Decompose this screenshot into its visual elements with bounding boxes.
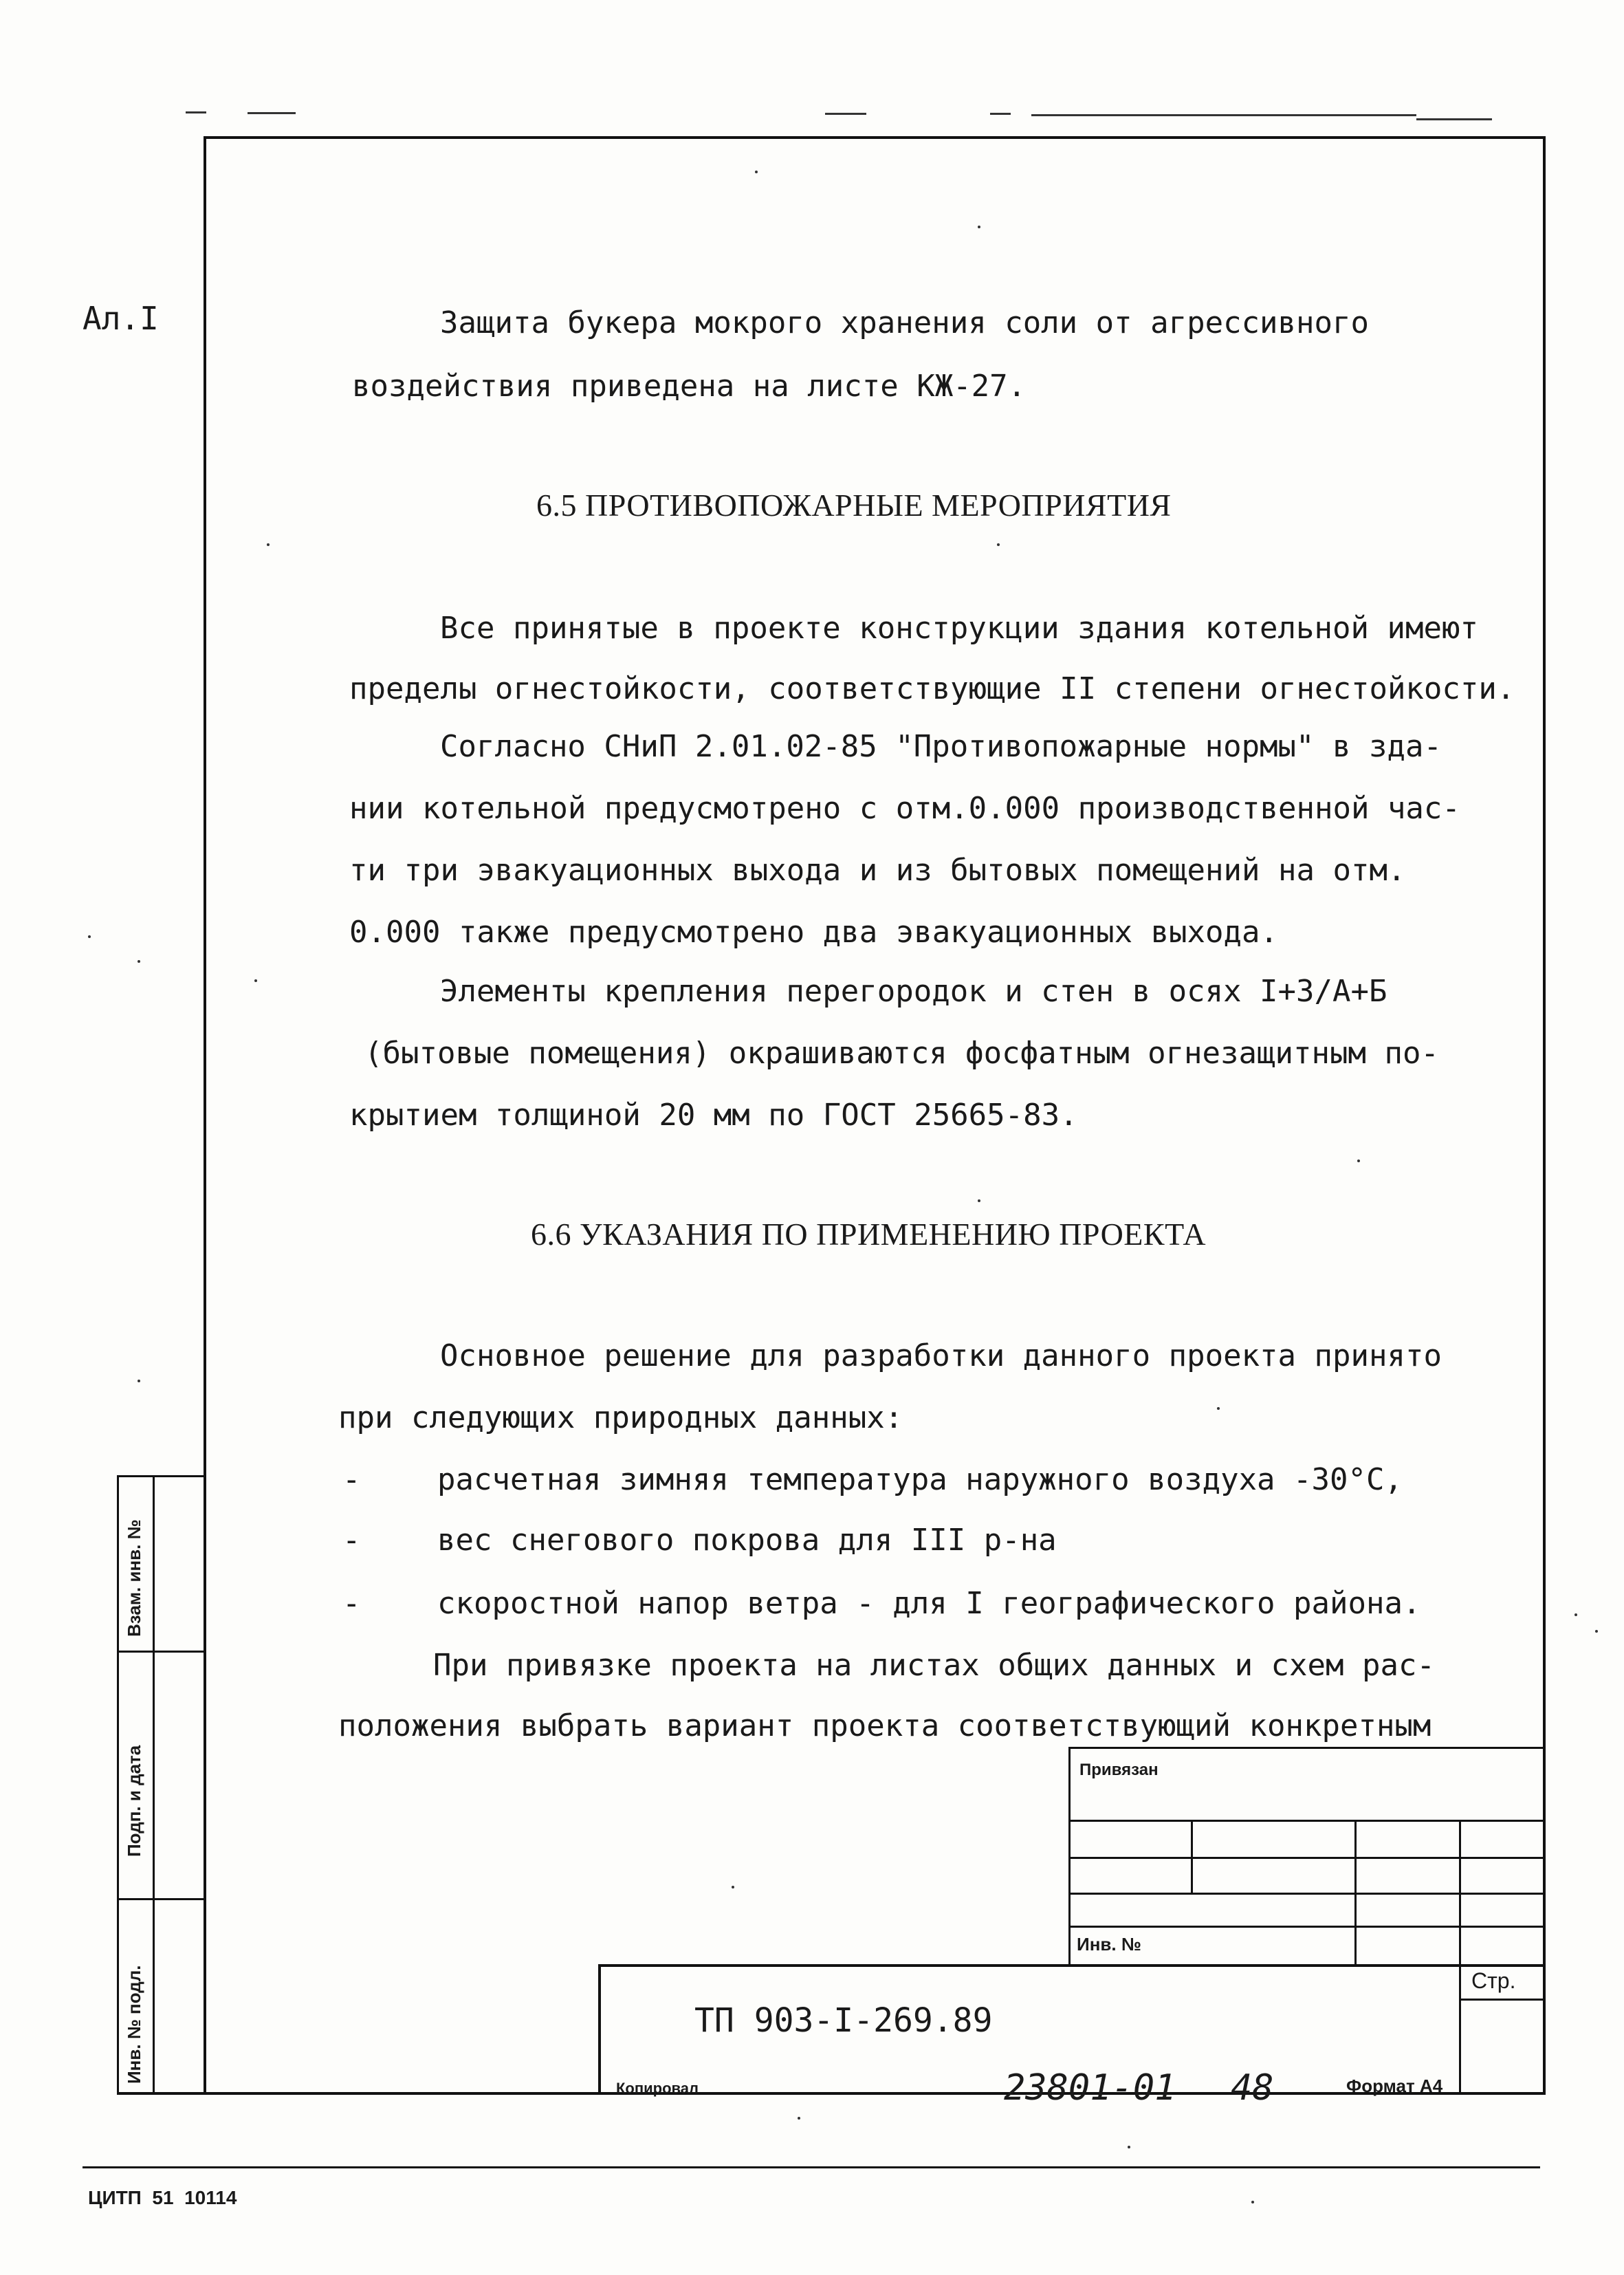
- paragraph-line: Элементы крепления перегородок и стен в осях I+3/А+Б: [440, 974, 1387, 1009]
- scan-artifact: [248, 112, 296, 114]
- scan-speck: [88, 935, 91, 938]
- title-block-page-col: [1459, 1964, 1461, 2095]
- paragraph-line: Согласно СНиП 2.01.02-85 "Противопожарные нормы" в зда-: [440, 729, 1442, 764]
- scan-speck: [732, 1886, 734, 1888]
- scan-artifact: [990, 113, 1011, 115]
- scan-speck: [1357, 1160, 1360, 1162]
- paragraph-line: Основное решение для разработки данного проекта принято: [440, 1338, 1442, 1373]
- paragraph-line: При привязке проекта на листах общих данных и схем рас-: [433, 1648, 1435, 1683]
- stamp-row-line: [1068, 1820, 1544, 1822]
- frame-bottom: [117, 2092, 1546, 2095]
- bullet-item: скоростной напор ветра - для I географического района.: [437, 1586, 1421, 1621]
- strip-left-line: [117, 1475, 119, 2094]
- scan-artifact: [1031, 114, 1416, 116]
- strip-divider: [117, 1651, 205, 1653]
- frame-left: [204, 136, 206, 2095]
- kopiroval-label: Копировал: [616, 2080, 699, 2097]
- stamp-row-line: [1068, 1893, 1544, 1895]
- scan-speck: [138, 960, 140, 963]
- stamp-inv-no-label: Инв. №: [1077, 1934, 1141, 1955]
- stamp-col-line: [1459, 1820, 1461, 1966]
- bottom-rule: [83, 2166, 1540, 2168]
- handwritten-sheet: 48: [1231, 2067, 1274, 2109]
- section-heading-6-5: 6.5 ПРОТИВОПОЖАРНЫЕ МЕРОПРИЯТИЯ: [536, 488, 1172, 523]
- section-heading-6-6: 6.6 УКАЗАНИЯ ПО ПРИМЕНЕНИЮ ПРОЕКТА: [531, 1217, 1207, 1252]
- stamp-upper-left: [1068, 1747, 1071, 1966]
- scan-speck: [138, 1380, 140, 1382]
- strip-divider: [117, 1898, 205, 1900]
- scan-artifact: [825, 113, 866, 115]
- title-block-top: [598, 1964, 1546, 1967]
- bullet-item: вес снегового покрова для III р-на: [437, 1523, 1057, 1558]
- scan-speck: [755, 171, 758, 173]
- paragraph-line: ти три эвакуационных выхода и из бытовых помещений на отм.: [349, 853, 1406, 888]
- scan-speck: [1217, 1407, 1220, 1410]
- handwritten-number: 23801-01: [1004, 2067, 1176, 2109]
- paragraph-line: при следующих природных данных:: [338, 1400, 903, 1435]
- stamp-col-line: [1191, 1820, 1193, 1893]
- paragraph-line: крытием толщиной 20 мм по ГОСТ 25665-83.: [349, 1098, 1078, 1133]
- bullet-item: расчетная зимняя температура наружного воздуха -30°С,: [437, 1462, 1403, 1497]
- paragraph-line: нии котельной предусмотрено с отм.0.000 производственной час-: [349, 791, 1460, 826]
- scan-speck: [267, 543, 270, 546]
- page-label: Стр.: [1471, 1968, 1516, 1993]
- strip-top: [117, 1475, 205, 1477]
- stamp-row-line: [1068, 1857, 1544, 1859]
- paragraph-line: пределы огнестойкости, соответствующие II степени огнестойкости.: [349, 671, 1515, 706]
- scan-artifact: [1416, 118, 1492, 120]
- scan-speck: [1574, 1613, 1577, 1616]
- title-block-left: [598, 1964, 601, 2095]
- bullet-dash: -: [342, 1462, 361, 1497]
- scan-speck: [254, 979, 257, 982]
- bullet-dash: -: [342, 1586, 361, 1621]
- strip-label-podp-data: Подп. и дата: [124, 1745, 144, 1857]
- stamp-privyazan-label: Привязан: [1079, 1761, 1159, 1779]
- stamp-row-line: [1068, 1926, 1544, 1928]
- scan-speck: [1128, 2146, 1130, 2148]
- frame-right: [1543, 136, 1546, 2095]
- paragraph-line: (бытовые помещения) окрашиваются фосфатным огнезащитным по-: [364, 1036, 1439, 1071]
- strip-label-inv-podl: Инв. № подл.: [124, 1965, 144, 2084]
- bullet-dash: -: [342, 1523, 361, 1558]
- document-code: ТП 903-I-269.89: [694, 2001, 993, 2040]
- paragraph-line: Все принятые в проекте конструкции здания котельной имеют: [440, 611, 1478, 646]
- scan-artifact: [186, 111, 206, 113]
- bottom-code: ЦИТП 51 10114: [88, 2187, 237, 2208]
- scan-speck: [1251, 2201, 1254, 2203]
- scan-speck: [798, 2117, 800, 2120]
- paragraph-line: 0.000 также предусмотрено два эвакуационных выхода.: [349, 915, 1279, 950]
- paragraph-line: воздействия приведена на листе КЖ-27.: [352, 369, 1027, 404]
- strip-label-vzam-inv: Взам. инв. №: [124, 1519, 144, 1637]
- scan-speck: [1595, 1630, 1598, 1633]
- paragraph-line: положения выбрать вариант проекта соответствующий конкретным: [338, 1708, 1431, 1743]
- scan-speck: [997, 543, 1000, 546]
- format-label: Формат А4: [1346, 2076, 1443, 2096]
- frame-top: [204, 136, 1546, 139]
- sheet-mark: Ал.I: [83, 300, 159, 337]
- scan-speck: [978, 1199, 980, 1202]
- stamp-col-line: [1354, 1820, 1357, 1966]
- stamp-upper-top: [1068, 1747, 1544, 1749]
- paragraph-line: Защита букера мокрого хранения соли от агрессивного: [440, 305, 1370, 340]
- strip-mid-line: [153, 1475, 155, 2094]
- title-block-page-divider: [1459, 1999, 1544, 2001]
- scan-speck: [978, 226, 980, 228]
